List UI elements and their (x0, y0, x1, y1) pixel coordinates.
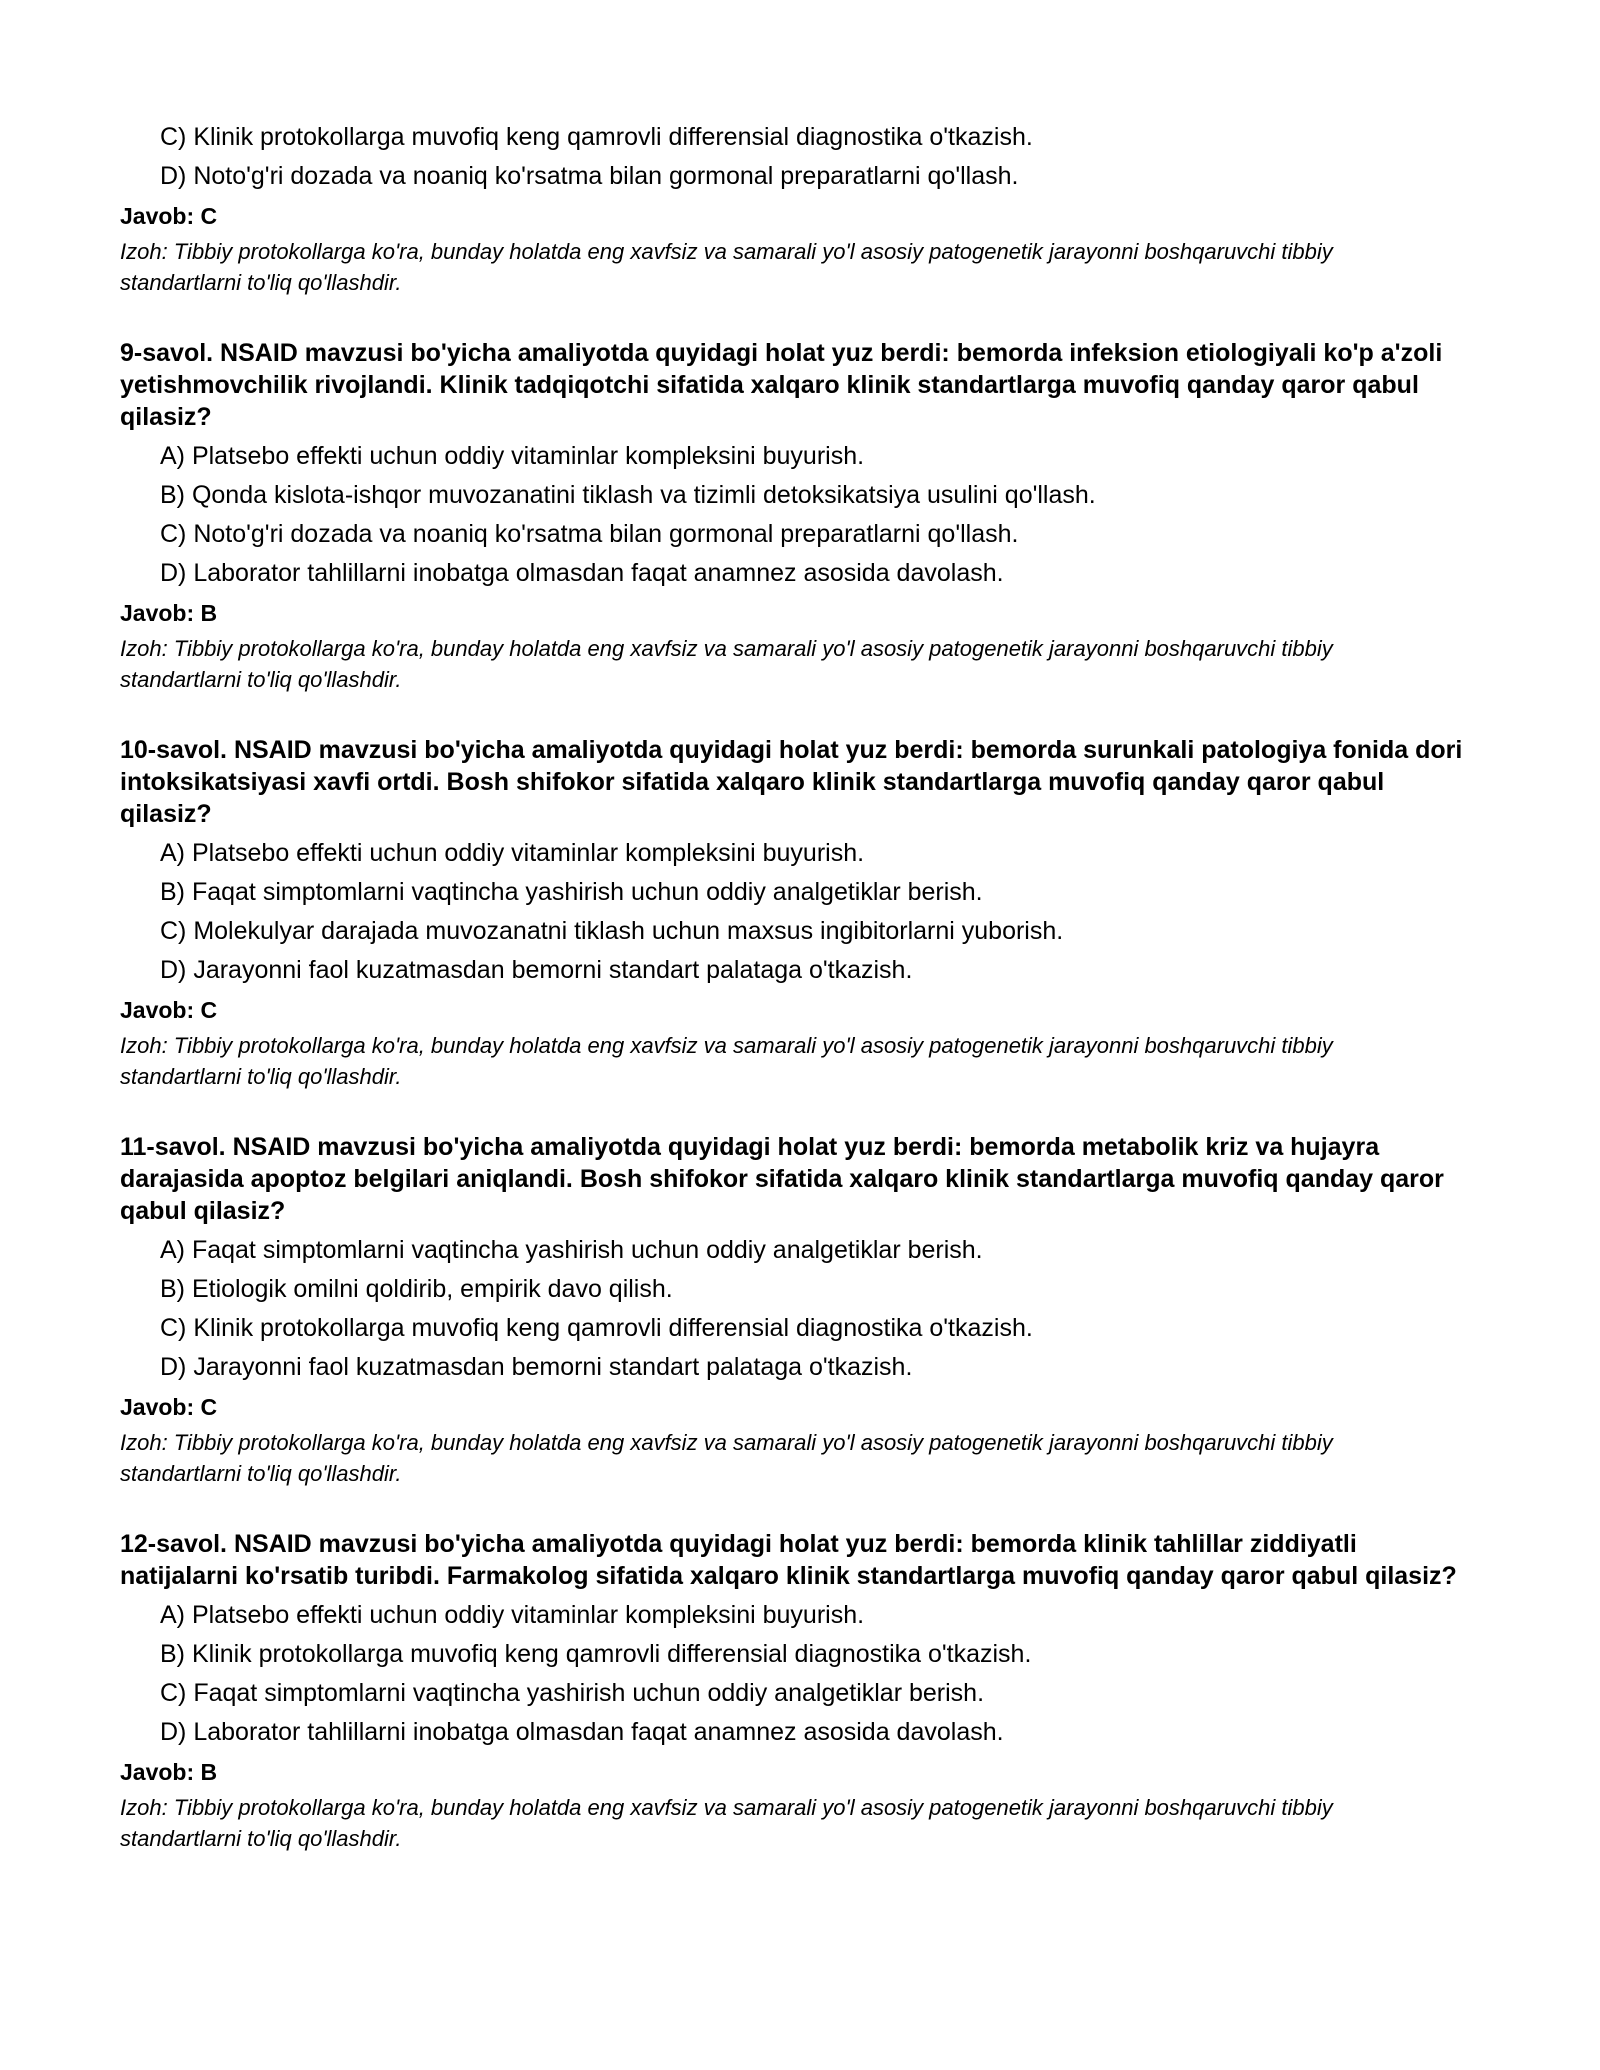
option-a: A) Platsebo effekti uchun oddiy vitaminlar kompleksini buyurish. (160, 442, 865, 470)
question-11 (120, 1131, 1480, 1489)
document-page (120, 118, 1480, 1854)
option-c: C) Klinik protokollarga muvofiq keng qamrovli differensial diagnostika o'tkazish. (160, 1314, 1033, 1342)
option-d: D) Noto'g'ri dozada va noaniq ko'rsatma bilan gormonal preparatlarni qo'llash. (160, 162, 1019, 190)
explanation-note: Izoh: Tibbiy protokollarga ko'ra, bunday holatda eng xavfsiz va samarali yo'l asosiy patogenetik jarayonni boshqaruvchi tibbiy standartlarni to'liq qo'llashdir. (120, 239, 1333, 295)
option-d: D) Laborator tahlillarni inobatga olmasdan faqat anamnez asosida davolash. (160, 559, 1004, 587)
option-b: B) Etiologik omilni qoldirib, empirik davo qilish. (160, 1275, 673, 1303)
explanation-note: Izoh: Tibbiy protokollarga ko'ra, bunday holatda eng xavfsiz va samarali yo'l asosiy patogenetik jarayonni boshqaruvchi tibbiy standartlarni to'liq qo'llashdir. (120, 1430, 1333, 1486)
question-text: 12-savol. NSAID mavzusi bo'yicha amaliyotda quyidagi holat yuz berdi: bemorda klinik tahlillar ziddiyatli natijalarni ko'rsatib turibdi. Farmakolog sifatida xalqaro klinik standartlarga muvofiq qanday qaror qabul qilasiz? (120, 1530, 1457, 1590)
option-d: D) Jarayonni faol kuzatmasdan bemorni standart palataga o'tkazish. (160, 1353, 913, 1381)
option-b: B) Faqat simptomlarni vaqtincha yashirish uchun oddiy analgetiklar berish. (160, 878, 983, 906)
explanation-note: Izoh: Tibbiy protokollarga ko'ra, bunday holatda eng xavfsiz va samarali yo'l asosiy patogenetik jarayonni boshqaruvchi tibbiy standartlarni to'liq qo'llashdir. (120, 1033, 1333, 1089)
answer-label: Javob: C (120, 997, 218, 1023)
explanation-note: Izoh: Tibbiy protokollarga ko'ra, bunday holatda eng xavfsiz va samarali yo'l asosiy patogenetik jarayonni boshqaruvchi tibbiy standartlarni to'liq qo'llashdir. (120, 636, 1333, 692)
option-a: A) Platsebo effekti uchun oddiy vitaminlar kompleksini buyurish. (160, 1601, 865, 1629)
option-c: C) Faqat simptomlarni vaqtincha yashirish uchun oddiy analgetiklar berish. (160, 1679, 985, 1707)
explanation-note: Izoh: Tibbiy protokollarga ko'ra, bunday holatda eng xavfsiz va samarali yo'l asosiy patogenetik jarayonni boshqaruvchi tibbiy standartlarni to'liq qo'llashdir. (120, 1795, 1333, 1851)
question-10 (120, 734, 1480, 1092)
question-12 (120, 1528, 1480, 1854)
question-text: 11-savol. NSAID mavzusi bo'yicha amaliyotda quyidagi holat yuz berdi: bemorda metabolik kriz va hujayra darajasida apoptoz belgilari aniqlandi. Bosh shifokor sifatida xalqaro klinik standartlarga muvofiq qanday qaror qabul qilasiz? (120, 1133, 1444, 1225)
option-c: C) Noto'g'ri dozada va noaniq ko'rsatma bilan gormonal preparatlarni qo'llash. (160, 520, 1019, 548)
option-a: A) Faqat simptomlarni vaqtincha yashirish uchun oddiy analgetiklar berish. (160, 1236, 983, 1264)
question-8-tail (120, 118, 1480, 298)
answer-label: Javob: C (120, 203, 218, 229)
option-d: D) Jarayonni faol kuzatmasdan bemorni standart palataga o'tkazish. (160, 956, 913, 984)
answer-label: Javob: C (120, 1394, 218, 1420)
option-c: C) Klinik protokollarga muvofiq keng qamrovli differensial diagnostika o'tkazish. (160, 123, 1033, 151)
option-b: B) Qonda kislota-ishqor muvozanatini tiklash va tizimli detoksikatsiya usulini qo'llash. (160, 481, 1096, 509)
question-text: 10-savol. NSAID mavzusi bo'yicha amaliyotda quyidagi holat yuz berdi: bemorda surunkali patologiya fonida dori intoksikatsiyasi xavfi ortdi. Bosh shifokor sifatida xalqaro klinik standartlarga muvofiq qanday qaror qabul qilasiz? (120, 736, 1463, 828)
question-text: 9-savol. NSAID mavzusi bo'yicha amaliyotda quyidagi holat yuz berdi: bemorda infeksion etiologiyali ko'p a'zoli yetishmovchilik rivojlandi. Klinik tadqiqotchi sifatida xalqaro klinik standartlarga muvofiq qanday qaror qabul qilasiz? (120, 339, 1443, 431)
option-a: A) Platsebo effekti uchun oddiy vitaminlar kompleksini buyurish. (160, 839, 865, 867)
option-d: D) Laborator tahlillarni inobatga olmasdan faqat anamnez asosida davolash. (160, 1718, 1004, 1746)
option-c: C) Molekulyar darajada muvozanatni tiklash uchun maxsus ingibitorlarni yuborish. (160, 917, 1064, 945)
question-9 (120, 337, 1480, 695)
option-b: B) Klinik protokollarga muvofiq keng qamrovli differensial diagnostika o'tkazish. (160, 1640, 1032, 1668)
answer-label: Javob: B (120, 600, 218, 626)
answer-label: Javob: B (120, 1759, 218, 1785)
